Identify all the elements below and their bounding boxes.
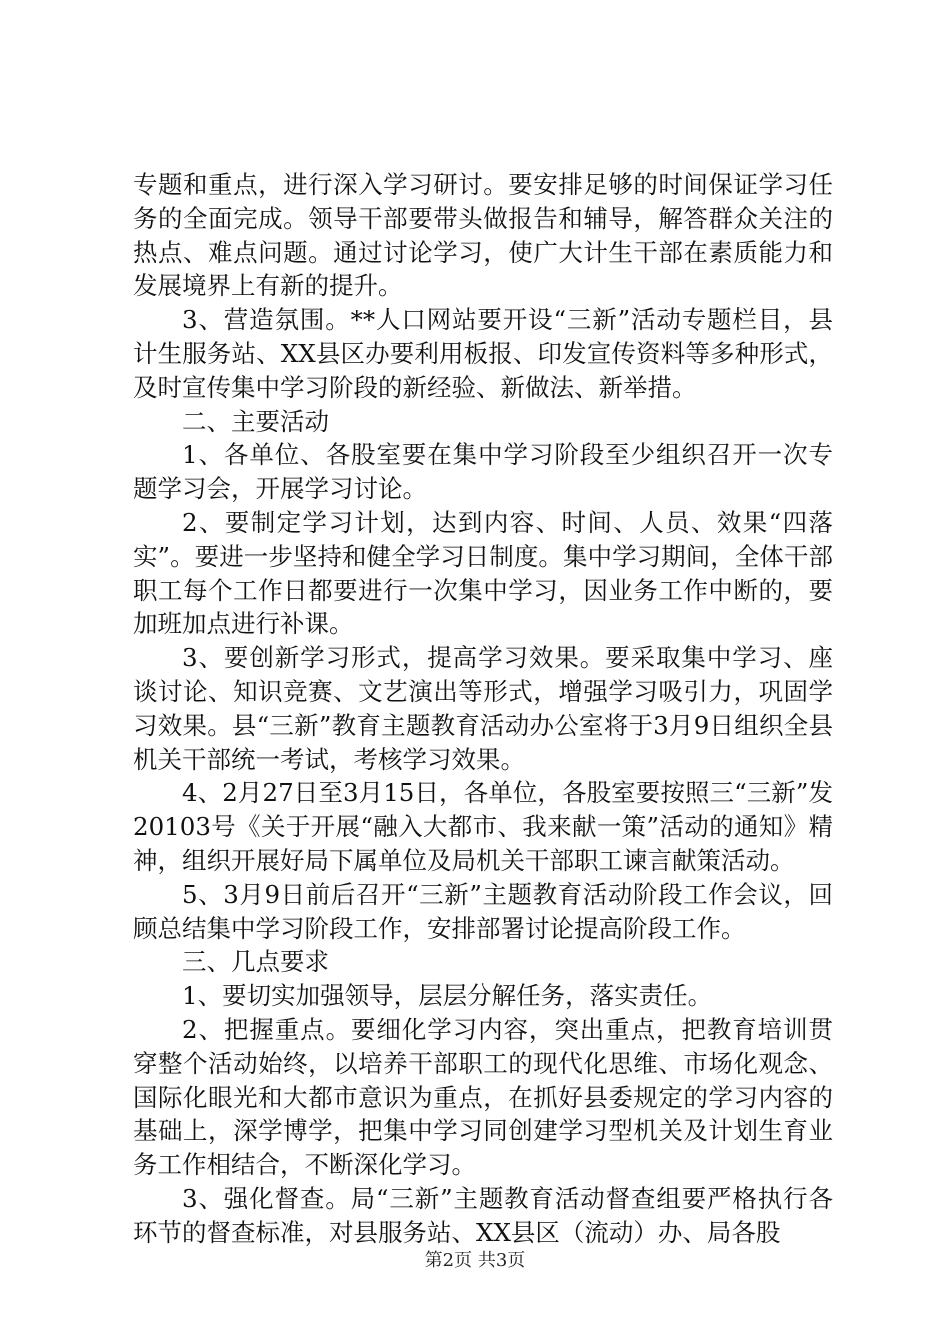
paragraph-activity-3: 3、要创新学习形式，提高学习效果。要采取集中学习、座谈讨论、知识竞赛、文艺演出等形式，增强学习吸引力，巩固学习效果。县“三新”教育主题教育活动办公室将于3月9日组织全县机关干部统一考试，考核学习效果。 [133, 643, 833, 774]
paragraph-requirement-1: 1、要切实加强领导，层层分解任务，落实责任。 [182, 981, 713, 1011]
paragraph-requirement-2: 2、把握重点。要细化学习内容，突出重点，把教育培训贯穿整个活动始终，以培养干部职工的现代化思维、市场化观念、国际化眼光和大都市意识为重点，在抓好县委规定的学习内容的基础上，深学博学，把集中学习同创建学习型机关及计划生育业务工作相结合，不断深化学习。 [133, 1014, 833, 1180]
paragraph-activity-5: 5、3月9日前后召开“三新”主题教育活动阶段工作会议，回顾总结集中学习阶段工作，安排部署讨论提高阶段工作。 [133, 879, 833, 943]
section-heading-main-activities: 二、主要活动 [182, 406, 329, 436]
paragraph-create-atmosphere: 3、营造氛围。**人口网站要开设“三新”活动专题栏目，县计生服务站、XX县区办要利用板报、印发宣传资料等多种形式，及时宣传集中学习阶段的新经验、新做法、新举措。 [133, 305, 833, 402]
paragraph-activity-1: 1、各单位、各股室要在集中学习阶段至少组织召开一次专题学习会，开展学习讨论。 [133, 440, 833, 504]
paragraph-continuation: 专题和重点，进行深入学习研讨。要安排足够的时间保证学习任务的全面完成。领导干部要带头做报告和辅导，解答群众关注的热点、难点问题。通过讨论学习，使广大计生干部在素质能力和发展境界上有新的提升。 [133, 170, 833, 301]
paragraph-activity-4: 4、2月27日至3月15日，各单位，各股室要按照三“三新”发20103号《关于开展“融入大都市、我来献一策”活动的通知》精神，组织开展好局下属单位及局机关干部职工谏言献策活动。 [133, 778, 833, 875]
paragraph-activity-2: 2、要制定学习计划，达到内容、时间、人员、效果“四落实”。要进一步坚持和健全学习日制度。集中学习期间，全体干部职工每个工作日都要进行一次集中学习，因业务工作中断的，要加班加点进行补课。 [133, 507, 833, 639]
paragraph-requirement-3: 3、强化督查。局“三新”主题教育活动督查组要严格执行各环节的督查标准，对县服务站、XX县区（流动）办、局各股 [133, 1183, 833, 1247]
document-body [133, 168, 833, 1250]
page-number-footer: 第2页 共3页 [424, 1250, 526, 1271]
section-heading-requirements: 三、几点要求 [182, 947, 329, 977]
